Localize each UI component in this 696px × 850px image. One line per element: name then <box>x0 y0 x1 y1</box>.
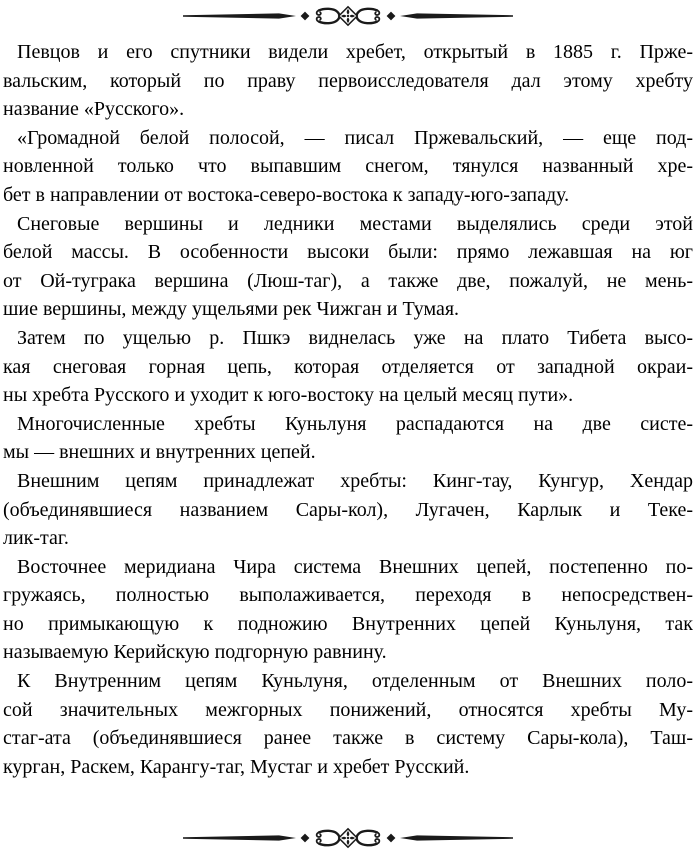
text-line: лик-таг. <box>3 527 69 550</box>
paragraph <box>3 667 693 781</box>
text-line: Снеговые вершины и ледники местами выделялись среди этой <box>17 212 693 235</box>
text-line: бет в направлении от востока-северо-востока к западу-юго-западу. <box>3 183 570 206</box>
text-column <box>0 38 696 781</box>
text-line: Многочисленные хребты Куньлуня распадаются на две систе- <box>17 412 693 435</box>
text-line: сой значительных межгорных понижений, относятся хребты Му- <box>3 698 693 721</box>
text-line: название «Русского». <box>3 98 185 121</box>
fleuron-divider-icon <box>183 827 513 849</box>
text-line: от Ой-туграка вершина (Люш-таг), а также две, пожалуй, не мень- <box>3 269 693 292</box>
text-line: новленной только что выпавшим снегом, тянулся названный хре- <box>3 155 693 178</box>
text-line: вальским, который по праву первоисследователя дал этому хребту <box>3 69 693 92</box>
text-line: Внешним цепям принадлежат хребты: Кинг-тау, Кунгур, Хендар <box>17 469 693 492</box>
paragraph <box>3 38 693 124</box>
text-line: называемую Керийскую подгорную равнину. <box>3 641 387 664</box>
text-line: кая снеговая горная цепь, которая отделяется от западной окраи- <box>3 355 693 378</box>
fleuron-divider-top <box>0 5 696 27</box>
text-line: но примыкающую к подножию Внутренних цепей Куньлуня, так <box>3 612 693 635</box>
text-line: мы — внешних и внутренних цепей. <box>3 441 316 464</box>
paragraph <box>3 410 693 467</box>
text-line: К Внутренним цепям Куньлуня, отделенным от Внешних поло- <box>17 670 693 693</box>
text-line: «Громадной белой полосой, — писал Пржевальский, — еще под- <box>17 126 693 149</box>
text-line: (объединявшиеся названием Сары-кол), Лугачен, Карлык и Теке- <box>3 498 693 521</box>
text-line: белой массы. В особенности высоки были: прямо лежавшая на юг <box>3 241 693 264</box>
text-line: шие вершины, между ущельями рек Чижган и Тумая. <box>3 298 460 321</box>
paragraph <box>3 553 693 667</box>
text-line: Восточнее меридиана Чира система Внешних цепей, постепенно по- <box>17 555 693 578</box>
paragraph <box>3 324 693 410</box>
text-line: гружаясь, полностью выполаживается, переходя в непосредствен- <box>3 584 693 607</box>
text-line: курган, Раскем, Карангу-таг, Мустаг и хребет Русский. <box>3 755 470 778</box>
fleuron-divider-icon <box>183 5 513 27</box>
paragraph <box>3 467 693 553</box>
paragraph <box>3 124 693 210</box>
text-line: Певцов и его спутники видели хребет, открытый в 1885 г. Прже- <box>17 41 693 63</box>
text-line: Затем по ущелью р. Пшкэ виднелась уже на плато Тибета высо- <box>17 326 693 349</box>
text-line: стаг-ата (объединявшиеся ранее также в систему Сары-кола), Таш- <box>3 727 693 750</box>
fleuron-divider-bottom <box>0 827 696 849</box>
paragraph <box>3 210 693 324</box>
text-line: ны хребта Русского и уходит к юго-востоку на целый месяц пути». <box>3 384 574 407</box>
